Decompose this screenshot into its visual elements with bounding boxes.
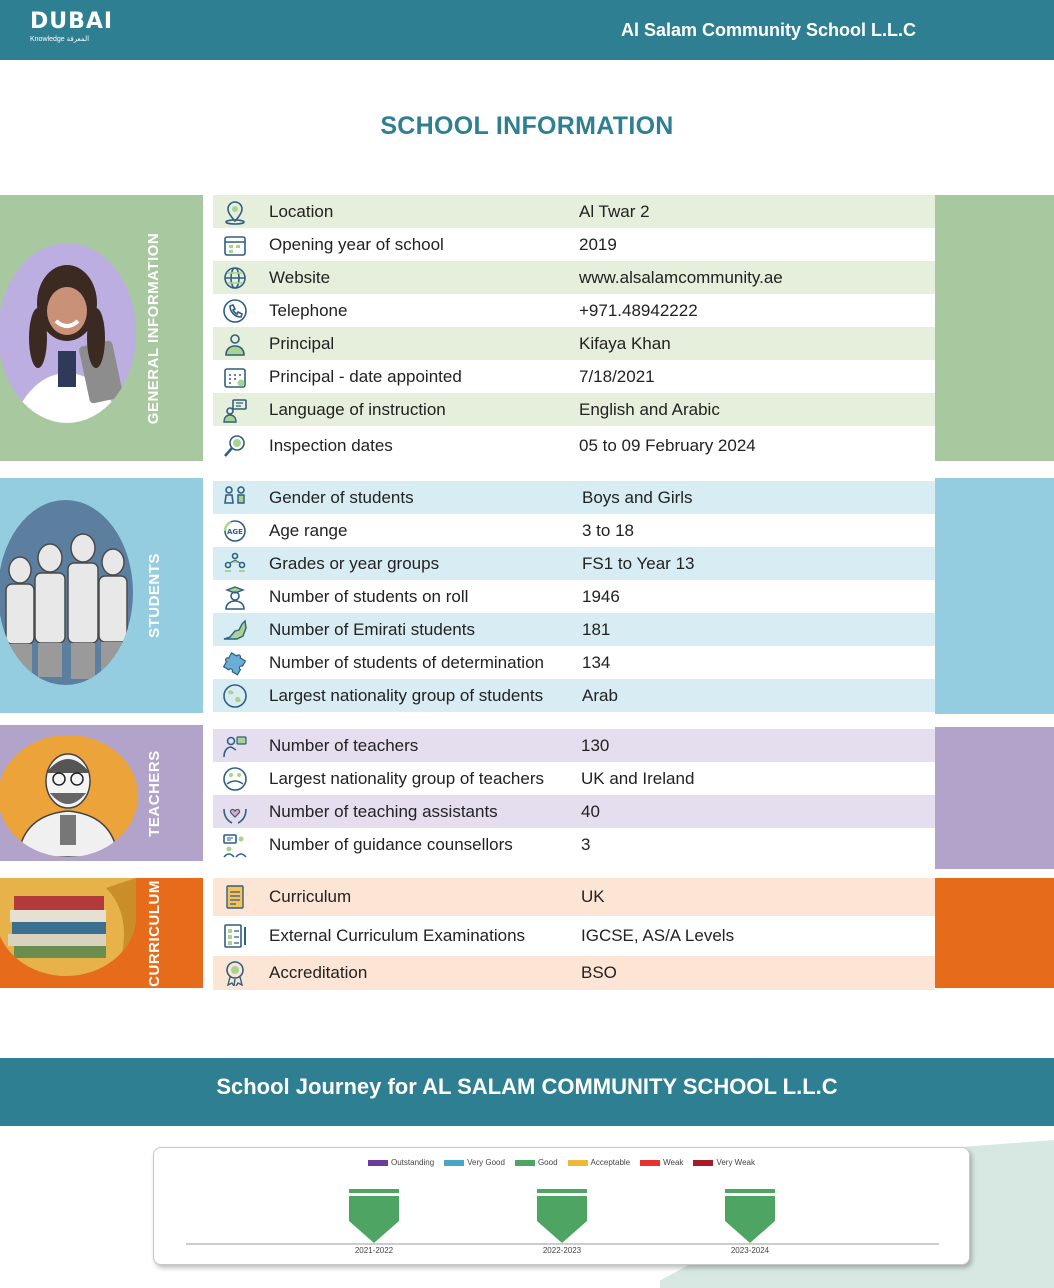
- logo-subtitle: Knowledge المعرفة: [30, 36, 90, 43]
- row-label: Number of teachers: [269, 736, 419, 755]
- row-value: 3: [581, 835, 591, 854]
- table-row: [213, 393, 935, 426]
- curriculum-rows: [213, 878, 935, 990]
- teachers-rows: [213, 729, 935, 861]
- globe-icon: [221, 265, 249, 291]
- group-icon: [221, 551, 249, 577]
- logo-wordmark: DUBAI: [30, 9, 114, 34]
- teachers-section: [0, 725, 1054, 861]
- gender-icon: [221, 485, 249, 511]
- row-label: Opening year of school: [269, 235, 444, 254]
- speech-icon: [221, 397, 249, 423]
- world-people-icon: [221, 766, 249, 792]
- students-section-label: STUDENTS: [145, 553, 163, 638]
- table-row: [213, 294, 935, 327]
- row-label: Curriculum: [269, 887, 352, 906]
- row-value: 181: [582, 620, 611, 639]
- row-value[interactable]: www.alsalamcommunity.ae: [579, 268, 783, 287]
- table-row: [213, 828, 935, 861]
- uae-map-icon: [221, 617, 249, 643]
- school-name: Al Salam Community School L.L.C: [620, 20, 916, 40]
- page-title: SCHOOL INFORMATION: [380, 112, 674, 140]
- students-section: [0, 478, 1054, 713]
- row-label: Accreditation: [269, 963, 368, 982]
- row-value: 05 to 09 February 2024: [579, 436, 756, 455]
- calendar-check-icon: [221, 364, 249, 390]
- rating-bar: [537, 1189, 587, 1193]
- row-value: BSO: [581, 963, 617, 982]
- table-row: [213, 426, 935, 466]
- student-icon: [221, 584, 249, 610]
- table-row: [213, 795, 935, 828]
- row-value: Arab: [582, 686, 618, 705]
- teachers-section-label: TEACHERS: [145, 749, 163, 837]
- legend-label: Very Weak: [716, 1158, 755, 1167]
- row-label: Grades or year groups: [269, 554, 440, 573]
- rating-bar: [725, 1189, 775, 1193]
- teachers-right-band: [935, 727, 1054, 869]
- year-label: 2023-2024: [730, 1246, 770, 1255]
- phone-icon: [221, 298, 249, 324]
- table-row: [213, 679, 935, 712]
- table-row: [213, 228, 935, 261]
- rating-marker[interactable]: [537, 1196, 587, 1243]
- row-value: 7/18/2021: [579, 367, 655, 386]
- students-rows: [213, 481, 935, 712]
- table-row: [213, 547, 935, 580]
- table-row: [213, 956, 935, 990]
- person-icon: [221, 331, 249, 357]
- row-value: +971.48942222: [579, 301, 698, 320]
- row-label: Number of students of determination: [269, 653, 544, 672]
- row-value: 134: [582, 653, 611, 672]
- student-girl-portrait: [0, 243, 136, 423]
- row-label: Language of instruction: [269, 400, 446, 419]
- legend-label: Very Good: [467, 1158, 505, 1167]
- general-right-band: [935, 195, 1054, 461]
- legend-label: Good: [537, 1158, 558, 1167]
- world-icon: [221, 683, 249, 709]
- row-value: Kifaya Khan: [579, 334, 671, 353]
- table-row: [213, 360, 935, 393]
- location-pin-icon: [221, 199, 249, 225]
- row-label: Location: [269, 202, 334, 221]
- row-label: Number of Emirati students: [269, 620, 475, 639]
- row-label: Principal: [269, 334, 335, 353]
- rating-bar: [349, 1189, 399, 1193]
- rating-marker[interactable]: [725, 1196, 775, 1243]
- curriculum-right-band: [935, 878, 1054, 988]
- dubai-knowledge-logo[interactable]: [30, 10, 113, 44]
- curriculum-section-label: CURRICULUM: [145, 879, 163, 987]
- table-row: [213, 729, 935, 762]
- magnifier-icon: [221, 433, 249, 459]
- document-icon: [221, 884, 249, 910]
- general-rows: [213, 195, 935, 466]
- row-value: IGCSE, AS/A Levels: [581, 926, 735, 945]
- row-label: Website: [269, 268, 331, 287]
- curriculum-section: [0, 878, 1054, 988]
- legend-label: Acceptable: [590, 1158, 631, 1167]
- row-value: UK and Ireland: [581, 769, 695, 788]
- row-label: Number of students on roll: [269, 587, 469, 606]
- row-value: Al Twar 2: [579, 202, 650, 221]
- legend-label: Outstanding: [391, 1158, 435, 1167]
- table-row: [213, 916, 935, 956]
- table-row: [213, 481, 935, 514]
- helping-hands-icon: [221, 799, 249, 825]
- row-value: FS1 to Year 13: [582, 554, 695, 573]
- row-label: Number of guidance counsellors: [269, 835, 513, 854]
- row-label: Largest nationality group of students: [269, 686, 544, 705]
- table-row: [213, 195, 935, 228]
- row-value: Boys and Girls: [582, 488, 693, 507]
- row-label: Telephone: [269, 301, 348, 320]
- students-right-band: [935, 478, 1054, 714]
- row-label: Number of teaching assistants: [269, 802, 498, 821]
- row-value: 40: [581, 802, 600, 821]
- year-label: 2022-2023: [542, 1246, 582, 1255]
- row-label: Principal - date appointed: [269, 367, 462, 386]
- general-information-section: [0, 195, 1054, 461]
- year-label: 2021-2022: [354, 1246, 394, 1255]
- row-value: UK: [581, 887, 605, 906]
- row-label: External Curriculum Examinations: [269, 926, 526, 945]
- students-group-portrait: [0, 500, 133, 685]
- row-value: 3 to 18: [582, 521, 634, 540]
- checklist-icon: [221, 923, 249, 949]
- row-value: 1946: [582, 587, 620, 606]
- general-section-label: GENERAL INFORMATION: [145, 232, 163, 424]
- row-value: English and Arabic: [579, 400, 720, 419]
- legend-label: Weak: [663, 1158, 684, 1167]
- badge-icon: [221, 960, 249, 986]
- journey-chart-svg: [154, 1148, 969, 1264]
- row-label: Gender of students: [269, 488, 414, 507]
- table-row: [213, 646, 935, 679]
- rating-marker[interactable]: [349, 1196, 399, 1243]
- header-bar: [0, 0, 1054, 60]
- table-row: [213, 762, 935, 795]
- row-value: 130: [581, 736, 610, 755]
- table-row: [213, 878, 935, 916]
- teacher-icon: [221, 733, 249, 759]
- svg-text:AGE: AGE: [227, 528, 243, 536]
- calendar-icon: [221, 232, 249, 258]
- teacher-portrait: [0, 735, 138, 857]
- row-label: Largest nationality group of teachers: [269, 769, 545, 788]
- row-label: Inspection dates: [269, 436, 393, 455]
- table-row: [213, 580, 935, 613]
- puzzle-icon: [221, 650, 249, 676]
- table-row: [213, 514, 935, 547]
- age-icon: [221, 518, 249, 544]
- journey-title: School Journey for AL SALAM COMMUNITY SCHOOL L.L.C: [216, 1074, 838, 1099]
- row-value: 2019: [579, 235, 617, 254]
- table-row: [213, 261, 935, 294]
- journey-chart: [153, 1147, 970, 1265]
- table-row: [213, 613, 935, 646]
- row-label: Age range: [269, 521, 348, 540]
- counsellor-icon: [221, 832, 249, 858]
- table-row: [213, 327, 935, 360]
